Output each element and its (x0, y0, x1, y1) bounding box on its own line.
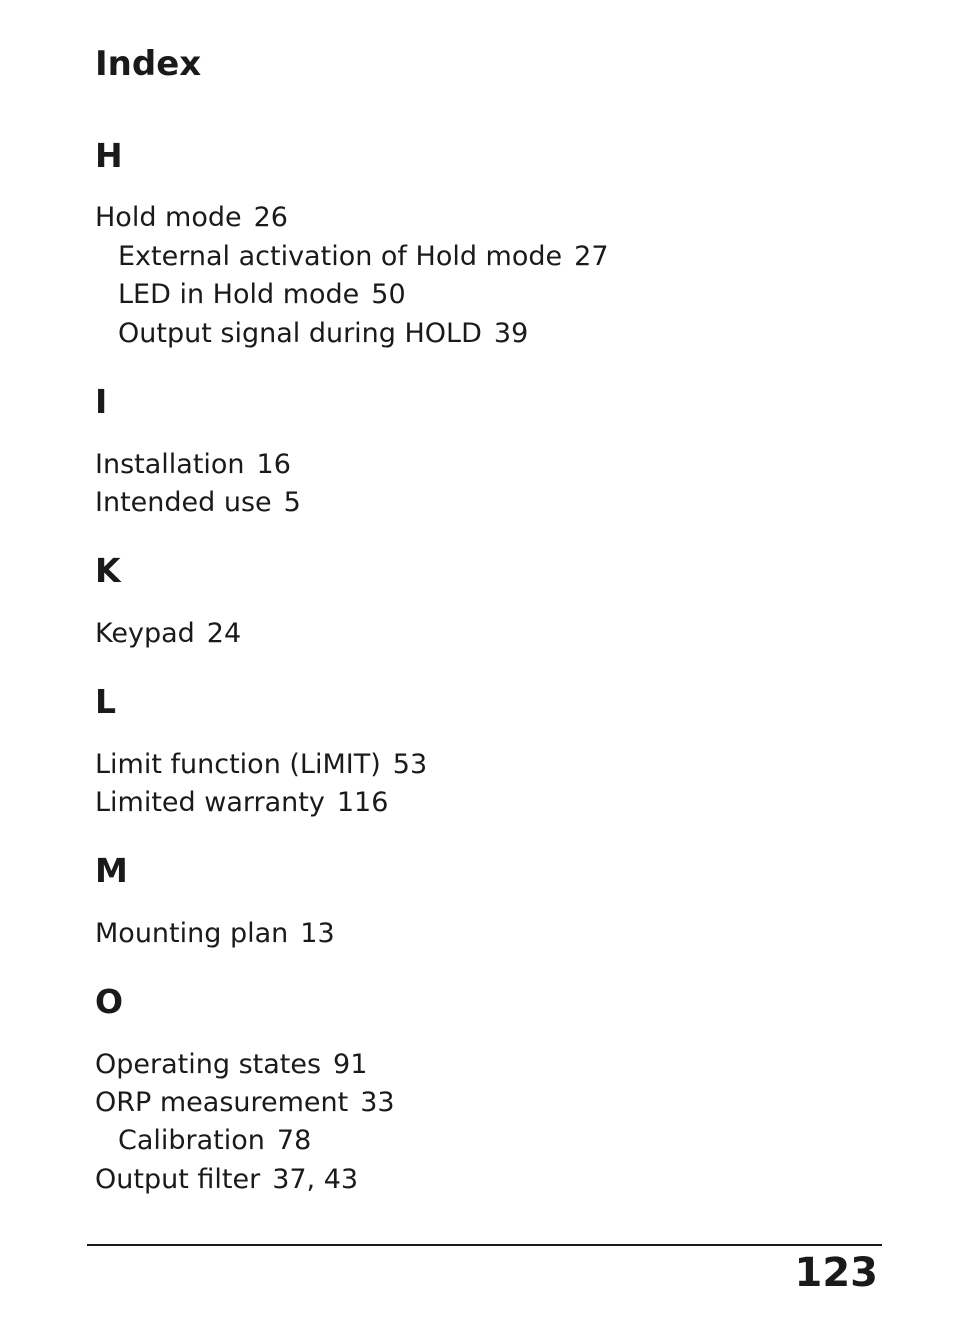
index-subentry-external-activation (118, 240, 609, 274)
entry-term: Calibration (118, 1125, 265, 1156)
entry-term: Intended use (95, 487, 272, 518)
entry-term: Limit function (LiMIT) (95, 749, 381, 780)
entry-term: Output filter (95, 1164, 261, 1195)
entry-pages: 39 (493, 318, 529, 349)
entry-term: Mounting plan (95, 918, 289, 949)
entry-pages: 33 (360, 1087, 395, 1118)
entry-pages: 5 (283, 487, 301, 518)
entry-pages: 53 (392, 749, 428, 780)
entry-term: LED in Hold mode (118, 279, 360, 310)
index-entry-operating-states (95, 1048, 367, 1082)
index-entry-orp-measurement (95, 1086, 395, 1120)
entry-pages: 50 (371, 279, 406, 310)
entry-term: Hold mode (95, 202, 242, 233)
entry-pages: 13 (300, 918, 335, 949)
section-letter-i: I (95, 382, 108, 421)
index-subentry-led-hold (118, 278, 406, 312)
entry-pages: 116 (336, 787, 389, 818)
index-entry-hold-mode (95, 201, 288, 235)
index-entry-output-filter (95, 1163, 358, 1197)
entry-term: Operating states (95, 1049, 322, 1080)
entry-term: ORP measurement (95, 1087, 349, 1118)
index-subentry-output-signal-hold (118, 317, 528, 351)
entry-term: External activation of Hold mode (118, 241, 563, 272)
section-letter-o: O (95, 982, 124, 1021)
page-title: Index (95, 44, 202, 84)
entry-term: Keypad (95, 618, 195, 649)
index-subentry-calibration (118, 1124, 311, 1158)
entry-term: Limited warranty (95, 787, 325, 818)
entry-term: Installation (95, 449, 245, 480)
entry-pages: 91 (333, 1049, 368, 1080)
entry-pages: 24 (206, 618, 242, 649)
page-number: 123 (794, 1250, 878, 1296)
entry-pages: 78 (276, 1125, 312, 1156)
section-letter-k: K (95, 551, 121, 590)
index-entry-installation (95, 448, 291, 482)
section-letter-h: H (95, 136, 123, 175)
entry-term: Output signal during HOLD (118, 318, 482, 349)
index-entry-mounting-plan (95, 917, 335, 951)
index-entry-limited-warranty (95, 786, 388, 820)
entry-pages: 27 (574, 241, 609, 272)
section-letter-l: L (95, 682, 117, 721)
entry-pages: 16 (256, 449, 291, 480)
section-letter-m: M (95, 851, 128, 890)
footer-divider (87, 1244, 882, 1246)
index-entry-intended-use (95, 486, 301, 520)
entry-pages: 37, 43 (272, 1164, 359, 1195)
index-entry-keypad (95, 617, 241, 651)
index-entry-limit-function (95, 748, 427, 782)
entry-pages: 26 (253, 202, 288, 233)
